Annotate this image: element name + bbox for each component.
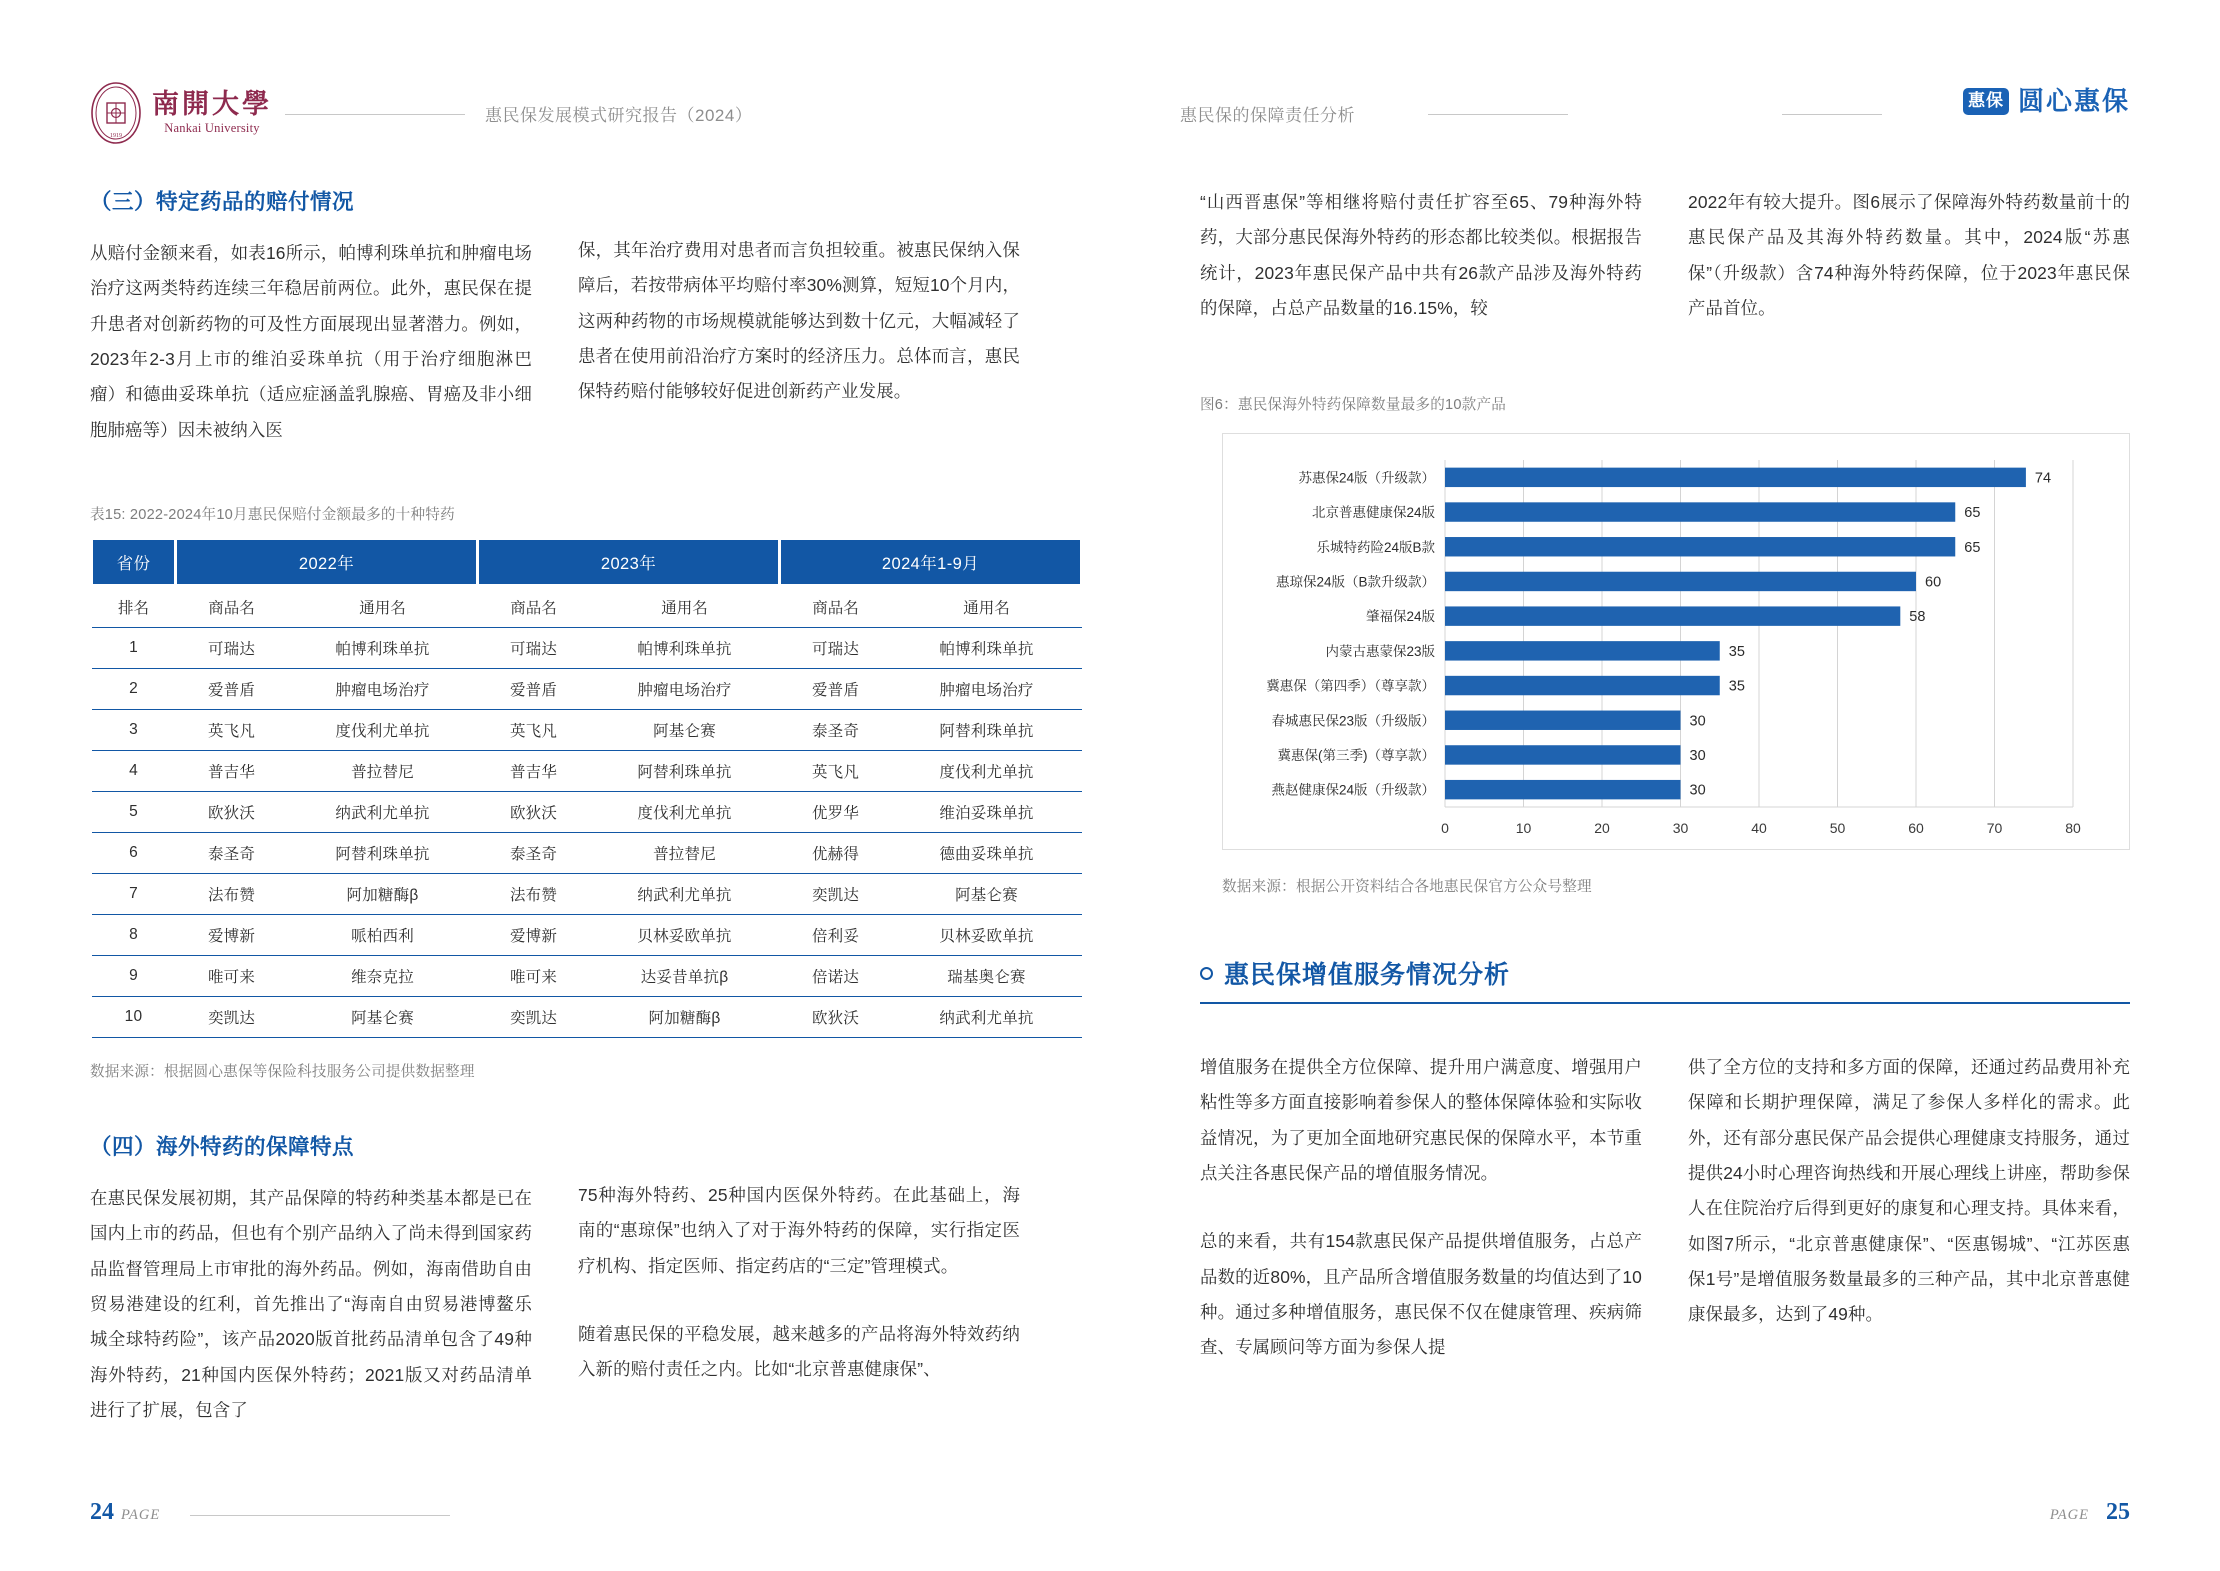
table-row bbox=[92, 833, 1082, 874]
table-column-header: 通用名 bbox=[288, 586, 478, 628]
x-axis-tick-label: 0 bbox=[1441, 820, 1449, 836]
table-cell: 10 bbox=[92, 997, 176, 1038]
section-3-heading: （三）特定药品的赔付情况 bbox=[90, 190, 355, 214]
page-25 bbox=[1110, 185, 2220, 1475]
nankai-seal-icon bbox=[90, 82, 142, 144]
table-cell: 阿替利珠单抗 bbox=[590, 751, 780, 792]
table-cell: 达妥昔单抗β bbox=[590, 956, 780, 997]
left-col-1 bbox=[90, 185, 532, 448]
table-cell: 6 bbox=[92, 833, 176, 874]
table-row bbox=[92, 751, 1082, 792]
svg-text:1919: 1919 bbox=[110, 133, 122, 139]
table-cell: 泰圣奇 bbox=[176, 833, 288, 874]
x-axis-tick-label: 70 bbox=[1986, 820, 2003, 836]
chart-value-label: 30 bbox=[1689, 747, 1706, 764]
header-title-left: 惠民保发展模式研究报告（2024） bbox=[485, 106, 753, 125]
x-axis-tick-label: 30 bbox=[1672, 820, 1689, 836]
table-cell: 阿加糖酶β bbox=[590, 997, 780, 1038]
page-24 bbox=[0, 185, 1110, 1475]
chart-value-label: 60 bbox=[1925, 574, 1942, 591]
nankai-university-logo bbox=[90, 82, 272, 144]
table-cell: 欧狄沃 bbox=[478, 792, 590, 833]
right-bottom-columns bbox=[1200, 1050, 2130, 1366]
table-cell: 阿基仑赛 bbox=[590, 710, 780, 751]
footer-rule-left bbox=[190, 1515, 450, 1516]
table-cell: 奕凯达 bbox=[478, 997, 590, 1038]
table-row bbox=[92, 874, 1082, 915]
table-cell: 7 bbox=[92, 874, 176, 915]
table-cell: 法布赞 bbox=[478, 874, 590, 915]
chart-category-label: 乐城特药险24版B款 bbox=[1316, 539, 1435, 555]
page-number-right: 25 bbox=[2106, 1499, 2130, 1525]
table-cell: 泰圣奇 bbox=[478, 833, 590, 874]
table-cell: 阿加糖酶β bbox=[288, 874, 478, 915]
table-cell: 德曲妥珠单抗 bbox=[892, 833, 1082, 874]
table-group-header: 2024年1-9月 bbox=[780, 539, 1082, 586]
x-axis-tick-label: 20 bbox=[1594, 820, 1610, 836]
table-cell: 爱普盾 bbox=[176, 669, 288, 710]
table-row bbox=[92, 669, 1082, 710]
table-group-header: 省份 bbox=[92, 539, 176, 586]
footer-left bbox=[0, 1475, 1110, 1571]
chart-bar bbox=[1445, 572, 1916, 591]
table-cell: 欧狄沃 bbox=[176, 792, 288, 833]
table-cell: 肿瘤电场治疗 bbox=[892, 669, 1082, 710]
table-body bbox=[92, 628, 1082, 1038]
chart-category-label: 冀惠保(第三季)（尊享款） bbox=[1277, 747, 1435, 763]
table-group-header: 2022年 bbox=[176, 539, 478, 586]
table-cell: 英飞凡 bbox=[176, 710, 288, 751]
right-col-2 bbox=[1688, 185, 2130, 326]
r-paragraph-1: “山西晋惠保”等相继将赔付责任扩容至65、79种海外特药，大部分惠民保海外特药的形态都比较类似。根据报告统计，2023年惠民保产品中共有26款产品涉及海外特药的保障，占总产品数量的16.15%，较 bbox=[1200, 192, 1642, 318]
chart-category-label: 燕赵健康保24版（升级款） bbox=[1271, 782, 1435, 798]
table-row bbox=[92, 628, 1082, 669]
table-cell: 普拉替尼 bbox=[288, 751, 478, 792]
right-col-4 bbox=[1688, 1050, 2130, 1366]
figure-caption: 图6：惠民保海外特药保障数量最多的10款产品 bbox=[1200, 397, 1507, 413]
chart-value-label: 65 bbox=[1964, 505, 1981, 522]
chart-bar bbox=[1445, 537, 1955, 556]
chart-bar bbox=[1445, 502, 1955, 521]
table-caption: 表15: 2022-2024年10月惠民保赔付金额最多的十种特药 bbox=[90, 507, 455, 523]
section-main-title: 惠民保增值服务情况分析 bbox=[1224, 962, 1511, 989]
table-cell: 纳武利尤单抗 bbox=[590, 874, 780, 915]
table-cell: 阿基仑赛 bbox=[288, 997, 478, 1038]
table-cell: 2 bbox=[92, 669, 176, 710]
table-cell: 阿替利珠单抗 bbox=[892, 710, 1082, 751]
section-4-heading: （四）海外特药的保障特点 bbox=[90, 1135, 355, 1159]
table-cell: 维奈克拉 bbox=[288, 956, 478, 997]
table-cell: 维泊妥珠单抗 bbox=[892, 792, 1082, 833]
table-row bbox=[92, 915, 1082, 956]
x-axis-tick-label: 60 bbox=[1908, 820, 1924, 836]
table-row bbox=[92, 956, 1082, 997]
table-cell: 倍利妥 bbox=[780, 915, 892, 956]
table-cell: 奕凯达 bbox=[780, 874, 892, 915]
table-cell: 1 bbox=[92, 628, 176, 669]
left-col-4 bbox=[578, 1130, 1020, 1428]
page-word-left: PAGE bbox=[121, 1507, 161, 1523]
table-cell: 法布赞 bbox=[176, 874, 288, 915]
chart-category-label: 内蒙古惠蒙保23版 bbox=[1325, 643, 1435, 659]
chart-category-label: 肇福保24版 bbox=[1365, 609, 1435, 625]
chart-bar bbox=[1445, 641, 1720, 660]
chart-category-label: 惠琼保24版（B款升级款） bbox=[1275, 574, 1435, 590]
chart-value-label: 30 bbox=[1689, 713, 1706, 730]
table-15 bbox=[90, 537, 1083, 1038]
chart-category-label: 春城惠民保23版（升级版） bbox=[1271, 713, 1435, 729]
table-cell: 阿替利珠单抗 bbox=[288, 833, 478, 874]
table-cell: 英飞凡 bbox=[478, 710, 590, 751]
header-rule-right bbox=[1428, 114, 1568, 115]
chart-category-label: 冀惠保（第四季）（尊享款） bbox=[1266, 678, 1435, 694]
table-cell: 肿瘤电场治疗 bbox=[590, 669, 780, 710]
table-cell: 度伐利尤单抗 bbox=[590, 792, 780, 833]
table-cell: 优罗华 bbox=[780, 792, 892, 833]
section-heading-block bbox=[1200, 955, 2130, 1004]
table-row bbox=[92, 997, 1082, 1038]
table-cell: 纳武利尤单抗 bbox=[288, 792, 478, 833]
table-head bbox=[92, 539, 1082, 628]
table-cell: 阿基仑赛 bbox=[892, 874, 1082, 915]
table-cell: 唯可来 bbox=[478, 956, 590, 997]
table-cell: 度伐利尤单抗 bbox=[288, 710, 478, 751]
paragraph-2: 保，其年治疗费用对患者而言负担较重。被惠民保纳入保障后，若按带病体平均赔付率30%测算，短短10个月内，这两种药物的市场规模就能够达到数十亿元，大幅减轻了患者在使用前沿治疗方案时的经济压力。总体而言，惠民保特药赔付能够较好促进创新药产业发展。 bbox=[578, 240, 1020, 402]
r-paragraph-3: 增值服务在提供全方位保障、提升用户满意度、增强用户粘性等多方面直接影响着参保人的整体保障体验和实际收益情况，为了更加全面地研究惠民保的保障水平，本节重点关注各惠民保产品的增值服务情况。 bbox=[1200, 1057, 1642, 1183]
table-cell: 9 bbox=[92, 956, 176, 997]
chart-category-label: 苏惠保24版（升级款） bbox=[1298, 470, 1435, 486]
table-cell: 帕博利珠单抗 bbox=[892, 628, 1082, 669]
table-cell: 倍诺达 bbox=[780, 956, 892, 997]
nankai-name-en: Nankai University bbox=[164, 121, 260, 136]
table-row bbox=[92, 792, 1082, 833]
table-cell: 爱普盾 bbox=[780, 669, 892, 710]
table-cell: 3 bbox=[92, 710, 176, 751]
table-cell: 8 bbox=[92, 915, 176, 956]
r-paragraph-5: 供了全方位的支持和多方面的保障，还通过药品费用补充保障和长期护理保障，满足了参保人多样化的需求。此外，还有部分惠民保产品会提供心理健康支持服务，通过提供24小时心理咨询热线和开展心理线上讲座，帮助参保人在住院治疗后得到更好的康复和心理支持。具体来看，如图7所示，“北京普惠健康保”、“医惠锡城”、“江苏医惠保1号”是增值服务数量最多的三种产品，其中北京普惠健康保最多，达到了49种。 bbox=[1688, 1057, 2130, 1325]
x-axis-tick-label: 50 bbox=[1829, 820, 1846, 836]
table-column-header: 排名 bbox=[92, 586, 176, 628]
table-column-header: 商品名 bbox=[478, 586, 590, 628]
table-row bbox=[92, 710, 1082, 751]
x-axis-tick-label: 10 bbox=[1515, 820, 1532, 836]
table-cell: 可瑞达 bbox=[478, 628, 590, 669]
table-cell: 爱博新 bbox=[478, 915, 590, 956]
table-column-header: 商品名 bbox=[780, 586, 892, 628]
left-top-columns bbox=[90, 185, 1020, 448]
paragraph-4: 75种海外特药、25种国内医保外特药。在此基础上，海南的“惠琼保”也纳入了对于海外特药的保障，实行指定医疗机构、指定医师、指定药店的“三定”管理模式。 bbox=[578, 1185, 1020, 1276]
bar-chart-svg bbox=[1223, 434, 2131, 851]
chart-bar bbox=[1445, 606, 1900, 625]
table-cell: 普拉替尼 bbox=[590, 833, 780, 874]
table-column-header: 通用名 bbox=[590, 586, 780, 628]
nankai-name-cn: 南開大學 bbox=[152, 89, 272, 120]
chart-value-label: 30 bbox=[1689, 782, 1706, 799]
header-right bbox=[1110, 0, 2220, 185]
left-col-3 bbox=[90, 1130, 532, 1428]
table-cell: 贝林妥欧单抗 bbox=[590, 915, 780, 956]
r-paragraph-4: 总的来看，共有154款惠民保产品提供增值服务，占总产品数的近80%，且产品所含增值服务数量的均值达到了10种。通过多种增值服务，惠民保不仅在健康管理、疾病筛查、专属顾问等方面为参保人提 bbox=[1200, 1231, 1642, 1358]
r-paragraph-2: 2022年有较大提升。图6展示了保障海外特药数量前十的惠民保产品及其海外特药数量。其中，2024版“苏惠保”（升级款）含74种海外特药保障，位于2023年惠民保产品首位。 bbox=[1688, 192, 2130, 318]
header-title-right: 惠民保的保障责任分析 bbox=[1180, 106, 1355, 125]
table-column-header: 通用名 bbox=[892, 586, 1082, 628]
paragraph-5: 随着惠民保的平稳发展，越来越多的产品将海外特效药纳入新的赔付责任之内。比如“北京普惠健康保”、 bbox=[578, 1323, 1020, 1380]
section-main-heading bbox=[1200, 955, 2130, 991]
circle-bullet-icon bbox=[1200, 967, 1213, 980]
chart-bar bbox=[1445, 711, 1681, 730]
chart-bar bbox=[1445, 468, 2026, 487]
table-cell: 肿瘤电场治疗 bbox=[288, 669, 478, 710]
table-cell: 4 bbox=[92, 751, 176, 792]
yuanxin-huibao-logo bbox=[1963, 88, 2130, 115]
chart-value-label: 65 bbox=[1964, 539, 1981, 556]
table-cell: 英飞凡 bbox=[780, 751, 892, 792]
nankai-wordmark bbox=[152, 91, 272, 135]
header-left bbox=[0, 0, 1110, 185]
table-cell: 5 bbox=[92, 792, 176, 833]
table-cell: 泰圣奇 bbox=[780, 710, 892, 751]
table-15-wrapper bbox=[90, 537, 1034, 1038]
chart-value-label: 35 bbox=[1728, 678, 1745, 695]
x-axis-tick-label: 40 bbox=[1751, 820, 1767, 836]
table-cell: 普吉华 bbox=[478, 751, 590, 792]
table-cell: 奕凯达 bbox=[176, 997, 288, 1038]
table-cell: 哌柏西利 bbox=[288, 915, 478, 956]
chart-bar bbox=[1445, 676, 1720, 695]
chart-category-label: 北京普惠健康保24版 bbox=[1311, 505, 1435, 521]
paragraph-1: 从赔付金额来看，如表16所示，帕博利珠单抗和肿瘤电场治疗这两类特药连续三年稳居前两位。此外，惠民保在提升患者对创新药物的可及性方面展现出显著潜力。例如，2023年2-3月上市的维泊妥珠单抗（用于治疗细胞淋巴瘤）和德曲妥珠单抗（适应症涵盖乳腺癌、胃癌及非小细胞肺癌等）因未被纳入医 bbox=[90, 243, 532, 440]
chart-bar bbox=[1445, 780, 1681, 799]
right-top-columns bbox=[1200, 185, 2130, 326]
table-cell: 可瑞达 bbox=[176, 628, 288, 669]
chart-bar bbox=[1445, 745, 1681, 764]
header-rule-right-2 bbox=[1782, 114, 1882, 115]
table-column-header: 商品名 bbox=[176, 586, 288, 628]
table-cell: 爱普盾 bbox=[478, 669, 590, 710]
table-source: 数据来源：根据圆心惠保等保险科技服务公司提供数据整理 bbox=[90, 1064, 475, 1080]
section-heading-rule bbox=[1200, 1002, 2130, 1004]
yuanxin-badge: 惠保 bbox=[1963, 88, 2009, 115]
page-number-left: 24 bbox=[90, 1499, 114, 1525]
table-cell: 贝林妥欧单抗 bbox=[892, 915, 1082, 956]
table-cell: 普吉华 bbox=[176, 751, 288, 792]
table-cell: 度伐利尤单抗 bbox=[892, 751, 1082, 792]
chart-value-label: 74 bbox=[2034, 470, 2052, 487]
figure-6-chart bbox=[1222, 433, 2130, 850]
table-cell: 唯可来 bbox=[176, 956, 288, 997]
table-cell: 帕博利珠单抗 bbox=[288, 628, 478, 669]
table-cell: 帕博利珠单抗 bbox=[590, 628, 780, 669]
chart-value-label: 35 bbox=[1728, 643, 1745, 660]
page-word-right: PAGE bbox=[2049, 1507, 2089, 1523]
table-cell: 瑞基奥仑赛 bbox=[892, 956, 1082, 997]
table-cell: 优赫得 bbox=[780, 833, 892, 874]
paragraph-3: 在惠民保发展初期，其产品保障的特药种类基本都是已在国内上市的药品，但也有个别产品纳入了尚未得到国家药品监督管理局上市审批的海外药品。例如，海南借助自由贸易港建设的红利，首先推出了“海南自由贸易港博鳌乐城全球特药险”，该产品2020版首批药品清单包含了49种海外特药，21种国内医保外特药；2021版又对药品清单进行了扩展，包含了 bbox=[90, 1188, 532, 1420]
right-col-3 bbox=[1200, 1050, 1642, 1366]
header-rule-left bbox=[285, 114, 465, 115]
table-sub-header-row bbox=[92, 586, 1082, 628]
left-col-2 bbox=[578, 185, 1020, 448]
figure-source: 数据来源：根据公开资料结合各地惠民保官方公众号整理 bbox=[1222, 879, 1592, 895]
table-cell: 纳武利尤单抗 bbox=[892, 997, 1082, 1038]
left-bottom-columns bbox=[90, 1130, 1020, 1428]
x-axis-tick-label: 80 bbox=[2065, 820, 2081, 836]
footer-right bbox=[1110, 1475, 2220, 1571]
table-cell: 爱博新 bbox=[176, 915, 288, 956]
table-group-header: 2023年 bbox=[478, 539, 780, 586]
right-col-1 bbox=[1200, 185, 1642, 326]
table-cell: 可瑞达 bbox=[780, 628, 892, 669]
yuanxin-brand-name: 圆心惠保 bbox=[2017, 86, 2130, 117]
table-cell: 欧狄沃 bbox=[780, 997, 892, 1038]
chart-value-label: 58 bbox=[1909, 609, 1926, 626]
table-group-header-row bbox=[92, 539, 1082, 586]
